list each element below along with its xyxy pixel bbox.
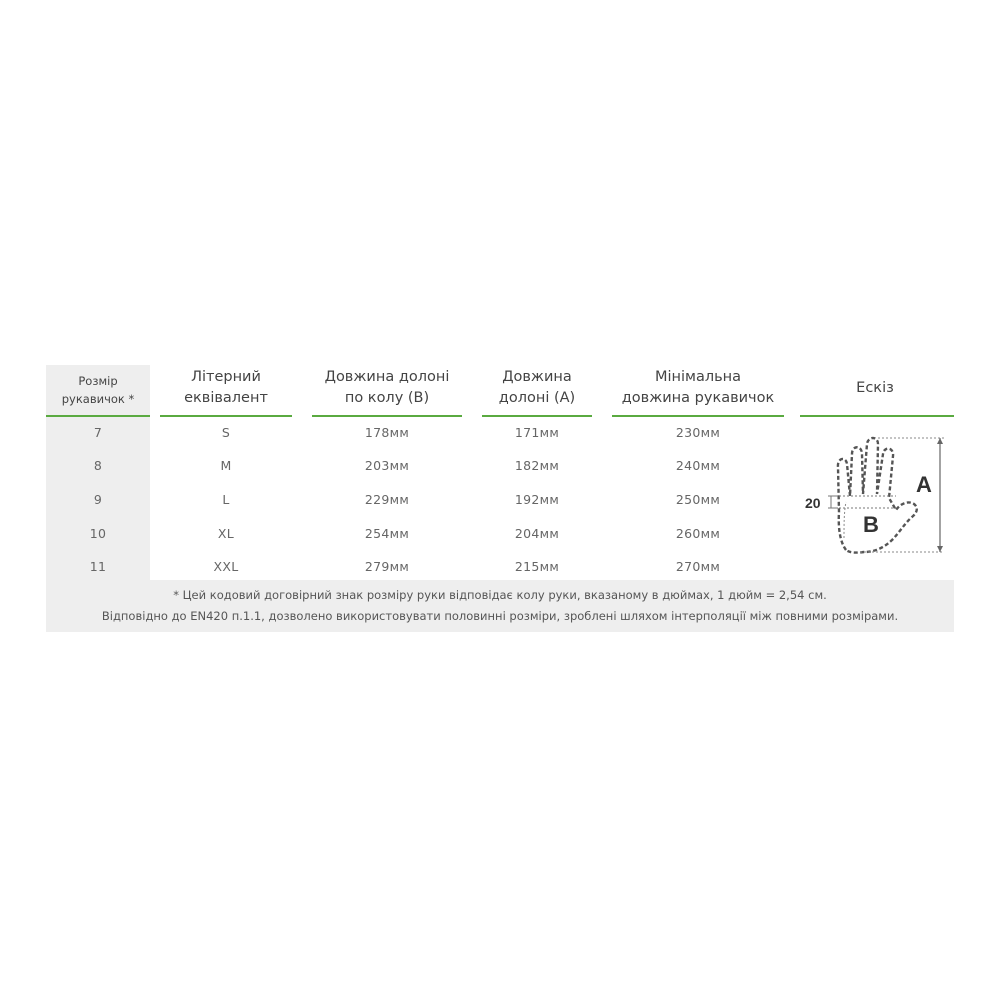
header-letter [160,367,292,409]
header-sketch: Ескіз [856,380,894,396]
header-letter-line1: Літерний [191,369,261,385]
header-min-glove [612,367,784,409]
cell-min-glove: 240мм [675,458,721,473]
header-underline [612,415,784,417]
header-underline [312,415,462,417]
cell-min-glove: 230мм [675,425,721,440]
cell-length: 171мм [514,425,560,440]
header-underline [800,415,954,417]
sketch-label-a: A [916,472,932,497]
header-length-line1: Довжина [502,369,572,385]
header-size [46,372,150,408]
cell-letter: XL [217,526,235,541]
header-letter-line2: еквівалент [184,390,268,406]
cell-size: 11 [89,559,107,574]
glove-sketch [800,432,950,562]
header-length-line2: долоні (А) [498,390,576,406]
header-girth-line2: по колу (В) [344,390,430,406]
header-underline [482,415,592,417]
cell-letter: S [221,425,231,440]
cell-size: 10 [89,526,107,541]
sketch-label-offset: 20 [805,495,821,511]
footnote-line-1: * Цей кодовий договірний знак розміру руки відповідає колу руки, вказаному в дюймах, 1 дюйм = 2,54 см. [173,588,827,602]
header-girth-line1: Довжина долоні [324,369,450,385]
sketch-label-b: B [863,512,879,537]
header-underline [160,415,292,417]
cell-min-glove: 260мм [675,526,721,541]
cell-letter: XXL [213,559,239,574]
cell-length: 182мм [514,458,560,473]
header-size-line1: Розмір [78,374,118,388]
cell-size: 7 [93,425,103,440]
header-length [482,367,592,409]
cell-size: 9 [93,492,103,507]
cell-min-glove: 250мм [675,492,721,507]
cell-length: 204мм [514,526,560,541]
cell-girth: 229мм [364,492,410,507]
cell-length: 192мм [514,492,560,507]
cell-girth: 254мм [364,526,410,541]
cell-girth: 178мм [364,425,410,440]
cell-girth: 203мм [364,458,410,473]
header-min-glove-line1: Мінімальна [654,369,742,385]
header-min-glove-line2: довжина рукавичок [621,390,775,406]
cell-size: 8 [93,458,103,473]
footnote-line-2: Відповідно до EN420 п.1.1, дозволено використовувати половинні розміри, зроблені шляхом інтерполяції між повними розмірами. [101,609,899,623]
header-underline [46,415,150,417]
cell-min-glove: 270мм [675,559,721,574]
cell-girth: 279мм [364,559,410,574]
header-girth [312,367,462,409]
cell-letter: M [220,458,232,473]
header-size-line2: рукавичок * [61,392,135,406]
cell-length: 215мм [514,559,560,574]
cell-letter: L [222,492,230,507]
